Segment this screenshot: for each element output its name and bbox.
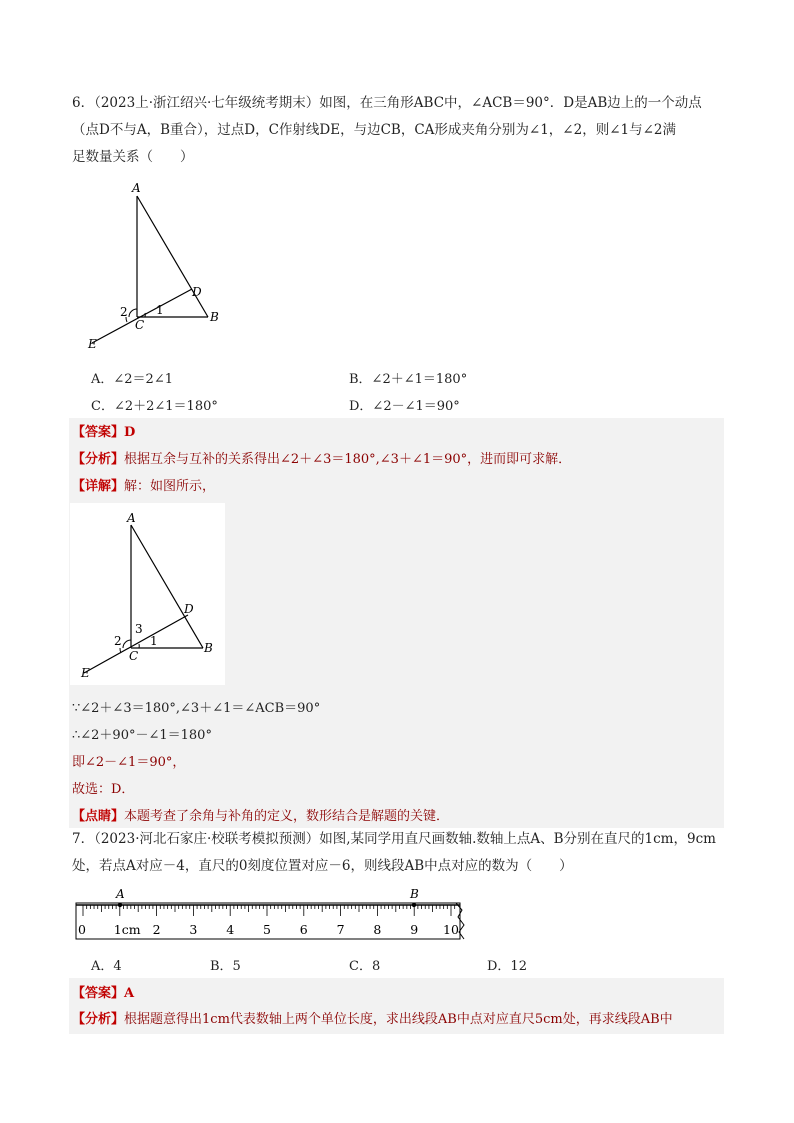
fig2-angle-1: 1 xyxy=(150,634,158,648)
fig2-label-b: B xyxy=(204,641,213,655)
q6-step4: 故选：D． xyxy=(72,782,135,797)
ruler-label: 7 xyxy=(336,922,345,937)
fig1-label-d: D xyxy=(192,285,202,299)
fig2-label-d: D xyxy=(184,602,194,616)
q6-detail-text: 解：如图所示， xyxy=(124,479,216,494)
q6-step3: 即∠2－∠1＝90°， xyxy=(72,755,186,770)
ruler-label: 10 xyxy=(443,922,459,937)
q6-step1: ∵∠2＋∠3＝180°,∠3＋∠1＝∠ACB＝90° xyxy=(72,701,321,716)
fig2-label-a: A xyxy=(127,511,136,525)
q6-solution-figure xyxy=(70,503,225,685)
q7-analysis-tag: 【分析】 xyxy=(72,1012,125,1027)
q6-comment-text: 本题考查了余角与补角的定义，数形结合是解题的关键． xyxy=(124,809,450,824)
q7-answer-value: A xyxy=(124,986,135,1001)
ruler-label: 3 xyxy=(189,922,198,937)
ruler-label: 9 xyxy=(410,922,419,937)
ruler-label: 4 xyxy=(226,922,235,937)
fig2-label-e: E xyxy=(81,666,90,680)
fig1-label-a: A xyxy=(132,181,141,195)
q6-analysis-tag: 【分析】 xyxy=(72,452,125,467)
ruler-point-a: A xyxy=(116,887,125,901)
q6-option-c: C．∠2＋2∠1＝180° xyxy=(91,399,218,414)
ruler-label: 8 xyxy=(373,922,382,937)
q7-option-c: C．8 xyxy=(349,959,381,974)
fig2-angle-2: 2 xyxy=(114,634,122,648)
fig1-label-c: C xyxy=(135,318,145,332)
q6-analysis-text: 根据互余与互补的关系得出∠2＋∠3＝180°,∠3＋∠1＝90°，进而即可求解． xyxy=(124,452,572,467)
q6-detail-tag: 【详解】 xyxy=(72,479,125,494)
fig1-label-e: E xyxy=(88,337,97,351)
q6-step2: ∴∠2＋90°－∠1＝180° xyxy=(72,728,212,743)
fig1-angle-1: 1 xyxy=(156,303,164,317)
q7-option-d: D．12 xyxy=(487,959,527,974)
q6-option-a: A．∠2＝2∠1 xyxy=(91,372,173,387)
ruler-label: 1cm xyxy=(113,922,141,937)
q6-comment-tag: 【点睛】 xyxy=(72,809,125,824)
q7-analysis-text: 根据题意得出1cm代表数轴上两个单位长度，求出线段AB中点对应直尺5cm处，再求线段AB中 xyxy=(124,1012,673,1027)
q7-option-a: A．4 xyxy=(91,959,122,974)
q7-stem-line1: 7．（2023·河北石家庄·校联考模拟预测）如图,某同学用直尺画数轴.数轴上点A、B分别在直尺的1cm，9cm xyxy=(72,831,716,847)
q7-stem-line2: 处，若点A对应－4，直尺的0刻度位置对应－6，则线段AB中点对应的数为（ ） xyxy=(72,858,573,874)
q6-analysis-row xyxy=(72,448,571,467)
q6-option-d: D．∠2－∠1＝90° xyxy=(349,399,460,414)
ruler-label: 2 xyxy=(152,922,161,937)
q6-answer-row xyxy=(72,421,135,440)
fig2-angle-3: 3 xyxy=(135,622,143,636)
q6-option-b: B．∠2＋∠1＝180° xyxy=(349,372,468,387)
q7-analysis-row xyxy=(72,1008,673,1027)
fig2-label-c: C xyxy=(129,649,139,663)
q6-comment-row xyxy=(72,805,449,824)
q6-stem-line2: （点D不与A，B重合），过点D，C作射线DE，与边CB，CA形成夹角分别为∠1，∠2，则∠1与∠2满 xyxy=(72,122,677,138)
q7-answer-row xyxy=(72,982,134,1001)
q6-answer-value: D xyxy=(124,425,136,440)
q6-answer-tag: 【答案】 xyxy=(72,425,125,440)
ruler-point-b: B xyxy=(410,887,419,901)
ruler-label: 6 xyxy=(299,922,308,937)
q7-option-b: B．5 xyxy=(210,959,241,974)
ruler-label: 5 xyxy=(263,922,271,937)
fig1-label-b: B xyxy=(210,310,219,324)
fig1-angle-2: 2 xyxy=(120,305,128,319)
q6-stem-line1: 6．（2023上·浙江绍兴·七年级统考期末）如图，在三角形ABC中，∠ACB＝90°．D是AB边上的一个动点 xyxy=(72,95,702,111)
ruler-label: 0 xyxy=(78,922,86,937)
q7-answer-tag: 【答案】 xyxy=(72,986,125,1001)
q6-detail-row xyxy=(72,475,215,494)
q6-triangle-figure xyxy=(80,178,240,353)
q7-ruler-figure xyxy=(72,884,472,946)
q6-stem-line3: 足数量关系（ ） xyxy=(72,149,194,165)
